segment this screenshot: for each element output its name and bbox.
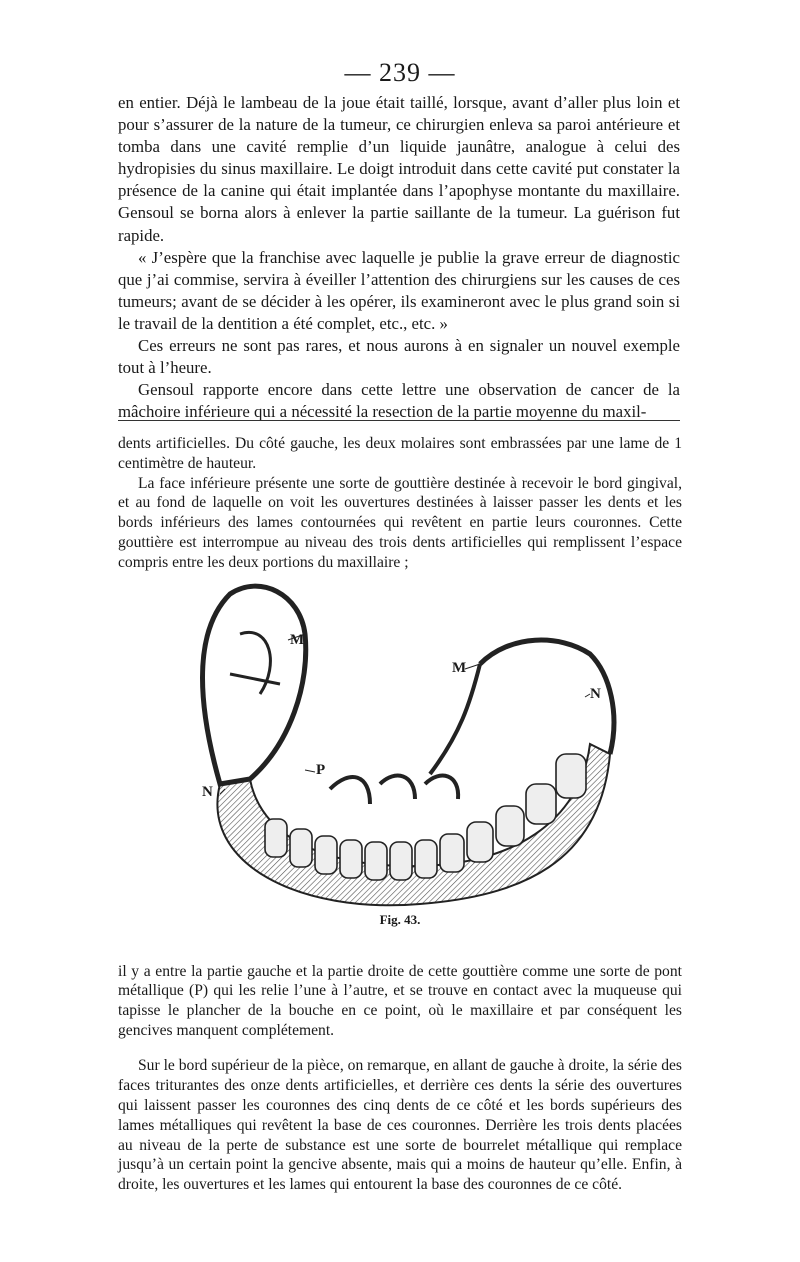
- upper-text-block: [118, 92, 680, 423]
- figure-label-n-left: N: [202, 784, 213, 800]
- paragraph: « J’espère que la franchise avec laquelle je publie la grave erreur de diagnostic que j’ai commise, servira à éveiller l’attention des chirurgiens sur les causes de ces tumeurs; avant de se décider à les opérer, ils examineront avec le plus grand soin si le travail de la dentition a été complet, etc., etc. »: [118, 247, 680, 333]
- paragraph: Sur le bord supérieur de la pièce, on remarque, en allant de gauche à droite, la série des faces triturantes des onze dents artificielles, et derrière ces dents la série des ouvertures qui laissent passer les couronnes des cinq dents de ce côté et les bords supérieurs des lames métalliques qui revêtent la base de ces couronnes. Derrière les trois dents placées au niveau de la perte de substance est une sorte de bourrelet métallique qui remplace jusqu’à un certain point la gencive absente, mais qui a moins de hauteur qu’elle. Enfin, à droite, les ouvertures et les lames qui entourent la base des couronnes de ce côté.: [118, 1057, 682, 1194]
- figure-label-n-right: N: [590, 686, 601, 702]
- paragraph: dents artificielles. Du côté gauche, les deux molaires sont embrassées par une lame de 1 centimètre de hauteur.: [118, 435, 682, 472]
- figure-label-p: P: [316, 762, 326, 778]
- paragraph: en entier. Déjà le lambeau de la joue était taillé, lorsque, avant d’aller plus loin et pour s’assurer de la nature de la tumeur, ce chirurgien enleva sa paroi antérieure et tomba dans une cavité remplie d’un liquide jaunâtre, analogue à celui des hydropisies du sinus maxillaire. Le doigt introduit dans cette cavité put constater la présence de la canine qui était implantée dans l’apophyse montante du maxillaire. Gensoul se borna alors à enlever la partie saillante de la tumeur. La guérison fut rapide.: [118, 93, 680, 245]
- paragraph: La face inférieure présente une sorte de gouttière destinée à recevoir le bord gingival, et au fond de laquelle on voit les ouvertures destinées à laisser passer les dents et les bords inférieurs des lames contournées qui revêtent en partie leurs couronnes. Cette gouttière est interrompue au niveau des trois dents artificielles qui remplissent l’espace compris entre les deux portions du maxillaire ;: [118, 474, 682, 571]
- page-number: — 239 —: [344, 58, 456, 87]
- figure-label-m-left: M: [290, 632, 305, 648]
- paragraph: il y a entre la partie gauche et la partie droite de cette gouttière comme une sorte de pont métallique (P) qui les relie l’une à l’autre, et se trouve en contact avec la muqueuse qui tapisse le plancher de la bouche en ce point, où le maxillaire et par conséquent les gencives manquent complétement.: [118, 962, 682, 1039]
- dental-prosthesis-illustration: [180, 574, 640, 944]
- paragraph: Gensoul rapporte encore dans cette lettre une observation de cancer de la mâchoire inférieure qui a nécessité la resection de la partie moyenne du maxil-: [118, 380, 680, 422]
- figure-label-m-right: M: [452, 660, 467, 676]
- paragraph: Ces erreurs ne sont pas rares, et nous aurons à en signaler un nouvel exemple tout à l’heure.: [118, 336, 680, 378]
- footnote-divider: [118, 420, 680, 421]
- lower-text-block: [118, 434, 682, 573]
- lower-text-block-continued: [118, 946, 682, 1211]
- figure-caption: Fig. 43.: [379, 912, 421, 927]
- figure-dental-prosthesis: [180, 574, 640, 944]
